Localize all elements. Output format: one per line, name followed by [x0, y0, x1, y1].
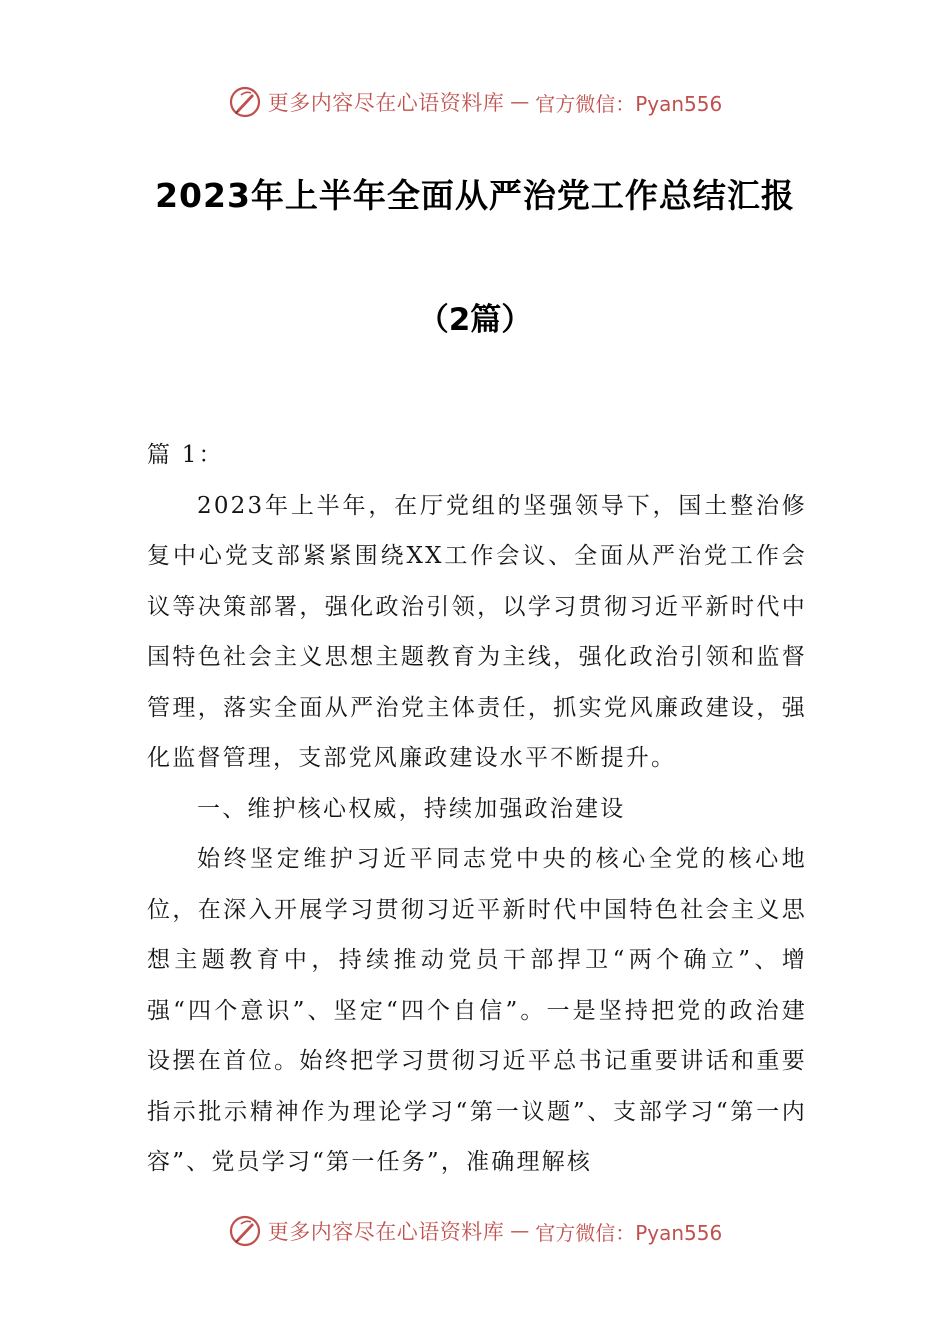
watermark-separator: —	[510, 91, 530, 113]
paragraph-body: 始终坚定维护习近平同志党中央的核心全党的核心地位，在深入开展学习贯彻习近平新时代中国特色社会主义思想主题教育中，持续推动党员干部捍卫“两个确立”、增强“四个意识”、坚定“四个自信”。一是坚持把党的政治建设摆在首位。始终把学习贯彻习近平总书记重要讲话和重要指示批示精神作为理论学习“第一议题”、支部学习“第一内容”、党员学习“第一任务”，准确理解核	[147, 846, 807, 1175]
document-subtitle: （2篇）	[417, 302, 533, 338]
watermark-main-text: 更多内容尽在心语资料库	[267, 1220, 505, 1244]
paragraph-intro: 2023年上半年，在厅党组的坚强领导下，国土整治修复中心党支部紧紧围绕XX工作会议、全面从严治党工作会议等决策部署，强化政治引领，以学习贯彻习近平新时代中国特色社会主义思想主题教育为主线，强化政治引领和监督管理，落实全面从严治党主体责任，抓实党风廉政建设，强化监督管理，支部党风廉政建设水平不断提升。	[147, 492, 807, 771]
watermark-contact: 官方微信：Pyan556	[535, 1220, 723, 1245]
watermark-separator: —	[510, 1220, 530, 1242]
watermark-main-text: 更多内容尽在心语资料库	[267, 91, 505, 115]
header-watermark	[0, 82, 950, 122]
watermark-contact: 官方微信：Pyan556	[535, 91, 723, 116]
document-title: 2023年上半年全面从严治党工作总结汇报	[155, 176, 795, 215]
document-body	[147, 430, 807, 1188]
section-label: 篇 1：	[147, 442, 224, 468]
quill-pen-logo-icon	[228, 1214, 262, 1248]
quill-pen-logo-icon	[228, 85, 262, 119]
section-heading: 一、维护核心权威，持续加强政治建设	[197, 795, 626, 822]
footer-watermark	[0, 1211, 950, 1251]
